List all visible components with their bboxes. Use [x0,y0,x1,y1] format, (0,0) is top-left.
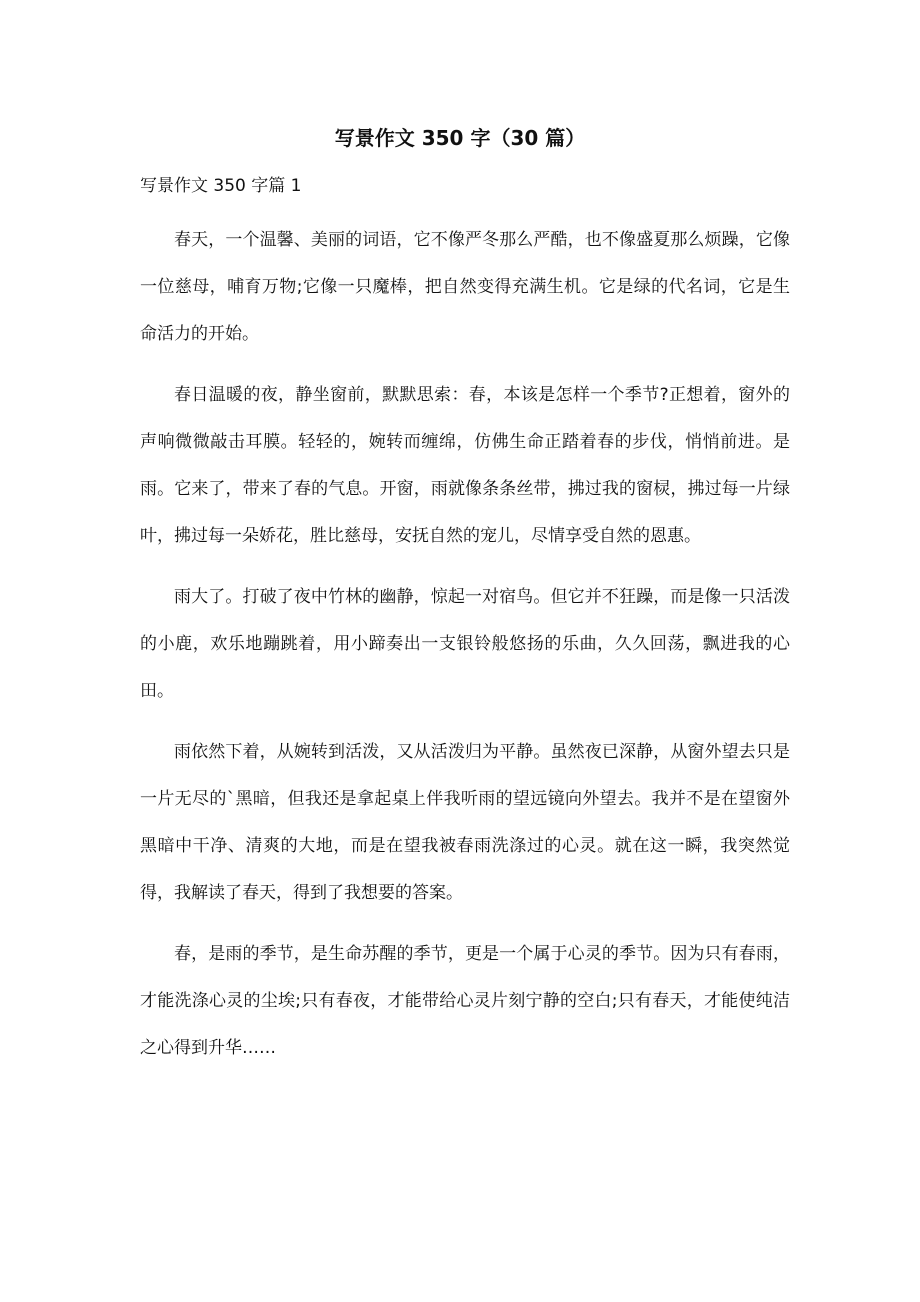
section-heading: 写景作文 350 字篇 1 [140,176,302,196]
paragraph: 春日温暖的夜，静坐窗前，默默思索：春，本该是怎样一个季节?正想着，窗外的声响微微敲击耳膜。轻轻的，婉转而缠绵，仿佛生命正踏着春的步伐，悄悄前进。是雨。它来了，带来了春的气息。开窗，雨就像条条丝带，拂过我的窗棂，拂过每一片绿叶，拂过每一朵娇花，胜比慈母，安抚自然的宠儿，尽情享受自然的恩惠。 [140,385,790,546]
essay-body [140,217,790,1086]
page-title: 写景作文 350 字（30 篇） [334,126,586,150]
paragraph: 春，是雨的季节，是生命苏醒的季节，更是一个属于心灵的季节。因为只有春雨，才能洗涤心灵的尘埃;只有春夜，才能带给心灵片刻宁静的空白;只有春天，才能使纯洁之心得到升华…… [140,944,790,1058]
paragraph: 雨大了。打破了夜中竹林的幽静，惊起一对宿鸟。但它并不狂躁，而是像一只活泼的小鹿，欢乐地蹦跳着，用小蹄奏出一支银铃般悠扬的乐曲，久久回荡，飘进我的心田。 [140,587,790,701]
paragraph: 春天，一个温馨、美丽的词语，它不像严冬那么严酷，也不像盛夏那么烦躁，它像一位慈母，哺育万物;它像一只魔棒，把自然变得充满生机。它是绿的代名词，它是生命活力的开始。 [140,230,790,344]
paragraph: 雨依然下着，从婉转到活泼，又从活泼归为平静。虽然夜已深静，从窗外望去只是一片无尽的`黑暗，但我还是拿起桌上伴我听雨的望远镜向外望去。我并不是在望窗外黑暗中干净、清爽的大地，而是在望我被春雨洗涤过的心灵。就在这一瞬，我突然觉得，我解读了春天，得到了我想要的答案。 [140,742,790,903]
